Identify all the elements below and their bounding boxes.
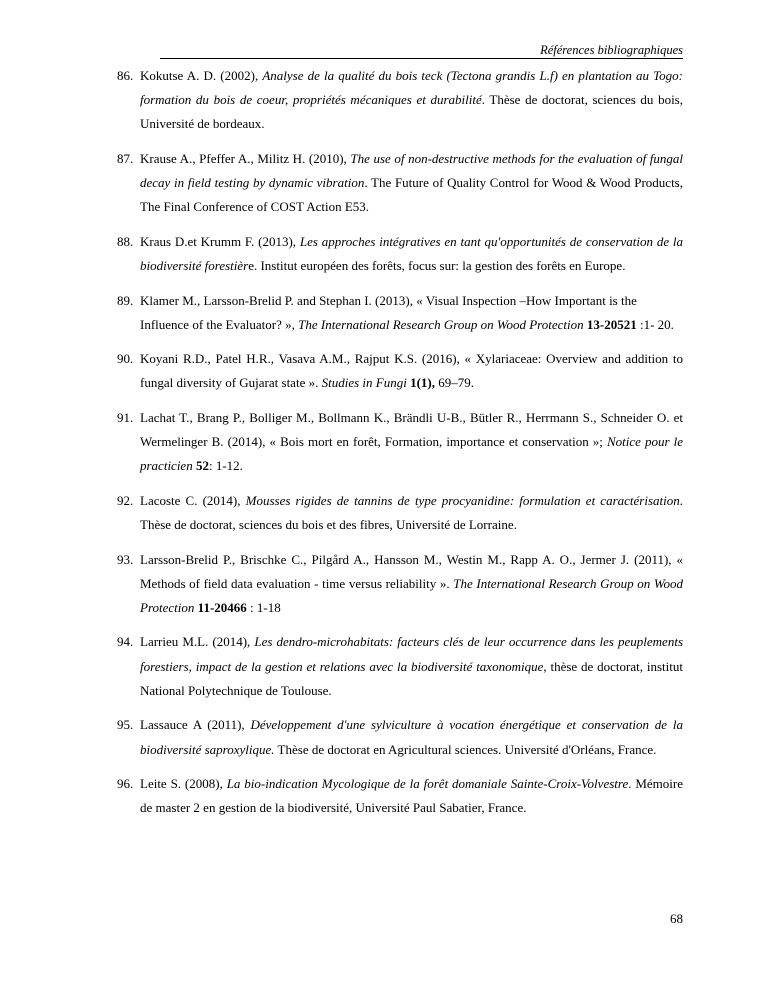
running-header: Références bibliographiques [160, 42, 683, 59]
reference-source: . The Future of Quality Control for Wood & Wood Products, The Final Conference of COST Action E53. [140, 175, 683, 215]
reference-number: 90. [117, 351, 134, 367]
reference-journal: The International Research Group on Wood Protection [298, 316, 584, 332]
reference-item-87 [117, 147, 683, 220]
reference-item-95 [117, 713, 683, 761]
reference-authors: Larsson-Brelid P., Brischke C., Pilgård A., Hansson M., Westin M., Rapp A. O., Jermer J. (2011), « Methods of field data evaluation - time versus reliability ». [140, 551, 683, 591]
reference-authors: Kokutse A. D. (2002), [140, 68, 263, 83]
reference-pages: : 1-12. [208, 458, 243, 474]
reference-item-89 [117, 289, 683, 337]
reference-authors: Lacoste C. (2014), [140, 492, 246, 508]
reference-authors: Lassauce A (2011), [140, 717, 251, 733]
reference-journal: The International Research Group on Wood Protection [140, 575, 683, 615]
reference-source: Thèse de doctorat en Agricultural sciences. Université d'Orléans, France. [274, 741, 657, 757]
reference-item-91 [117, 406, 683, 479]
reference-number: 87. [117, 150, 134, 166]
reference-title: Les approches intégratives en tant qu'opportunités de conservation de la biodiversité forestièr [140, 233, 683, 274]
reference-item-88 [117, 230, 683, 278]
reference-pages: : 1-18 [246, 599, 281, 615]
reference-authors: Koyani R.D., Patel H.R., Vasava A.M., Rajput K.S. (2016), « Xylariaceae: Overview and addition to fungal diversity of Gujarat state ». [140, 351, 683, 391]
reference-authors: Larrieu M.L. (2014), [140, 634, 255, 650]
reference-journal: Notice pour le practicien [140, 434, 683, 474]
reference-list [117, 64, 683, 831]
reference-title: La bio-indication Mycologique de la forêt domaniale Sainte-Croix-Volvestre [226, 776, 629, 792]
reference-authors: Leite S. (2008), [140, 776, 227, 792]
reference-number: 88. [117, 233, 134, 249]
reference-authors: Lachat T., Brang P., Bolliger M., Bollmann K., Brändli U-B., Bütler R., Herrmann S., Schneider O. et Wermelinger B. (2014), « Bois mort en forêt, Formation, importance et conservation »; [140, 409, 683, 450]
reference-pages: 69–79. [434, 375, 474, 391]
reference-title: Les dendro-microhabitats: facteurs clés de leur occurrence dans les peuplements forestiers, impact de la gestion et relations avec la biodiversité taxonomique [140, 634, 683, 674]
reference-title: Développement d'une sylviculture à vocation énergétique et conservation de la biodiversité saproxylique. [140, 717, 683, 757]
reference-source: e. Institut européen des forêts, focus sur: la gestion des forêts en Europe. [248, 258, 626, 274]
reference-volume: 1(1), [410, 375, 435, 391]
reference-item-94 [117, 630, 683, 703]
page-number: 68 [670, 911, 683, 926]
reference-item-93 [117, 548, 683, 621]
reference-volume: 52 [195, 458, 209, 474]
reference-number: 94. [117, 634, 134, 650]
reference-pages: :1- 20. [636, 316, 674, 332]
reference-journal: Studies in Fungi [321, 375, 407, 391]
reference-item-96 [117, 772, 683, 820]
reference-item-86 [117, 64, 683, 137]
reference-number: 92. [117, 492, 134, 508]
reference-title: The use of non-destructive methods for the evaluation of fungal decay in field testing by dynamic vibration [140, 150, 683, 191]
reference-volume: 13-20521 [586, 316, 637, 332]
reference-volume: 11-20466 [197, 599, 247, 615]
reference-title: Analyse de la qualité du bois teck (Tectona grandis L.f) en plantation au Togo: formation du bois de coeur, propriétés mécaniques et durabilité [140, 68, 684, 108]
reference-number: 91. [117, 409, 134, 425]
reference-source: . Mémoire de master 2 en gestion de la biodiversité, Université Paul Sabatier, France. [140, 776, 683, 816]
reference-number: 93. [117, 551, 134, 567]
reference-authors: Klamer M., Larsson-Brelid P. and Stephan I. (2013), « Visual Inspection –How Important is the Influence of the Evaluator? », [140, 292, 637, 332]
reference-number: 86. [117, 68, 134, 83]
reference-authors: Krause A., Pfeffer A., Militz H. (2010), [140, 150, 351, 166]
reference-item-90 [117, 347, 683, 395]
reference-number: 96. [117, 776, 134, 792]
reference-number: 89. [117, 292, 134, 308]
reference-authors: Kraus D.et Krumm F. (2013), [140, 233, 300, 249]
reference-title: Mousses rigides de tannins de type procyanidine: formulation et caractérisation [245, 492, 680, 508]
reference-source: , thèse de doctorat, institut National Polytechnique de Toulouse. [140, 658, 683, 698]
reference-source: . Thèse de doctorat, sciences du bois, Université de bordeaux. [140, 92, 683, 132]
reference-item-92 [117, 489, 683, 537]
reference-number: 95. [117, 717, 134, 733]
reference-source: . Thèse de doctorat, sciences du bois et des fibres, Université de Lorraine. [140, 492, 683, 533]
